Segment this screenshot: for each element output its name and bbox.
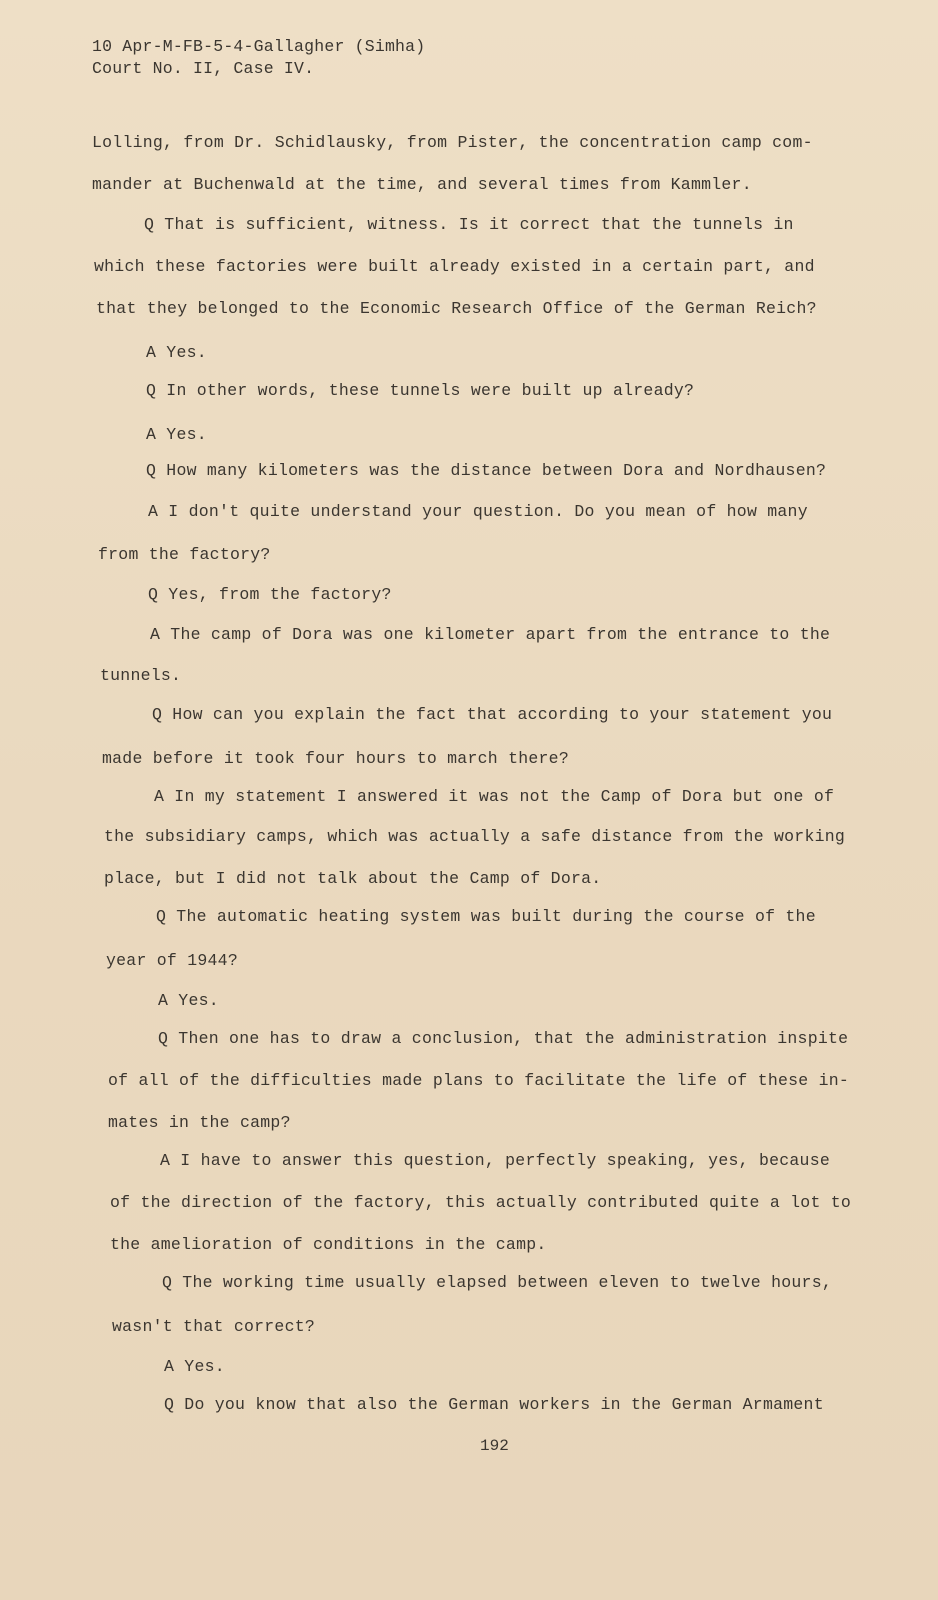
transcript-line: Q The working time usually elapsed between eleven to twelve hours, bbox=[162, 1273, 833, 1292]
transcript-line: of the direction of the factory, this actually contributed quite a lot to bbox=[110, 1193, 852, 1212]
transcript-line: made before it took four hours to march there? bbox=[102, 749, 569, 768]
transcript-line: the amelioration of conditions in the camp. bbox=[110, 1235, 547, 1254]
transcript-line: A Yes. bbox=[146, 343, 207, 362]
document-header bbox=[92, 36, 425, 80]
transcript-line: Q Yes, from the factory? bbox=[148, 585, 392, 604]
transcript-line: mander at Buchenwald at the time, and several times from Kammler. bbox=[92, 175, 752, 194]
transcript-line: A Yes. bbox=[164, 1357, 225, 1376]
transcript-line: Q How many kilometers was the distance between Dora and Nordhausen? bbox=[146, 461, 827, 480]
transcript-line: place, but I did not talk about the Camp of Dora. bbox=[104, 869, 602, 888]
transcript-line: from the factory? bbox=[98, 545, 271, 564]
transcript-line: wasn't that correct? bbox=[112, 1317, 316, 1336]
transcript-line: tunnels. bbox=[100, 666, 182, 685]
transcript-line: Q In other words, these tunnels were built up already? bbox=[146, 381, 695, 400]
transcript-line: Q Then one has to draw a conclusion, that the administration inspite bbox=[158, 1029, 849, 1048]
transcript-line: A I have to answer this question, perfectly speaking, yes, because bbox=[160, 1151, 831, 1170]
transcript-line: Q How can you explain the fact that according to your statement you bbox=[152, 705, 833, 724]
transcript-line: A In my statement I answered it was not the Camp of Dora but one of bbox=[154, 787, 835, 806]
transcript-line: that they belonged to the Economic Research Office of the German Reich? bbox=[96, 299, 817, 318]
transcript-line: Lolling, from Dr. Schidlausky, from Pister, the concentration camp com- bbox=[92, 133, 813, 152]
transcript-line: the subsidiary camps, which was actually a safe distance from the working bbox=[104, 827, 846, 846]
transcript-line: year of 1944? bbox=[106, 951, 238, 970]
page-number: 192 bbox=[480, 1437, 509, 1455]
transcript-line: Q That is sufficient, witness. Is it correct that the tunnels in bbox=[144, 215, 794, 234]
header-reference: 10 Apr-M-FB-5-4-Gallagher (Simha) bbox=[92, 37, 426, 56]
transcript-line: which these factories were built already existed in a certain part, and bbox=[94, 257, 815, 276]
transcript-line: mates in the camp? bbox=[108, 1113, 291, 1132]
header-court: Court No. II, Case IV. bbox=[92, 59, 315, 78]
transcript-line: A Yes. bbox=[158, 991, 219, 1010]
transcript-line: of all of the difficulties made plans to facilitate the life of these in- bbox=[108, 1071, 850, 1090]
transcript-line: Q Do you know that also the German workers in the German Armament bbox=[164, 1395, 824, 1414]
transcript-line: A Yes. bbox=[146, 425, 207, 444]
transcript-line: A The camp of Dora was one kilometer apart from the entrance to the bbox=[150, 625, 831, 644]
transcript-line: Q The automatic heating system was built during the course of the bbox=[156, 907, 816, 926]
transcript-line: A I don't quite understand your question. Do you mean of how many bbox=[148, 502, 808, 521]
